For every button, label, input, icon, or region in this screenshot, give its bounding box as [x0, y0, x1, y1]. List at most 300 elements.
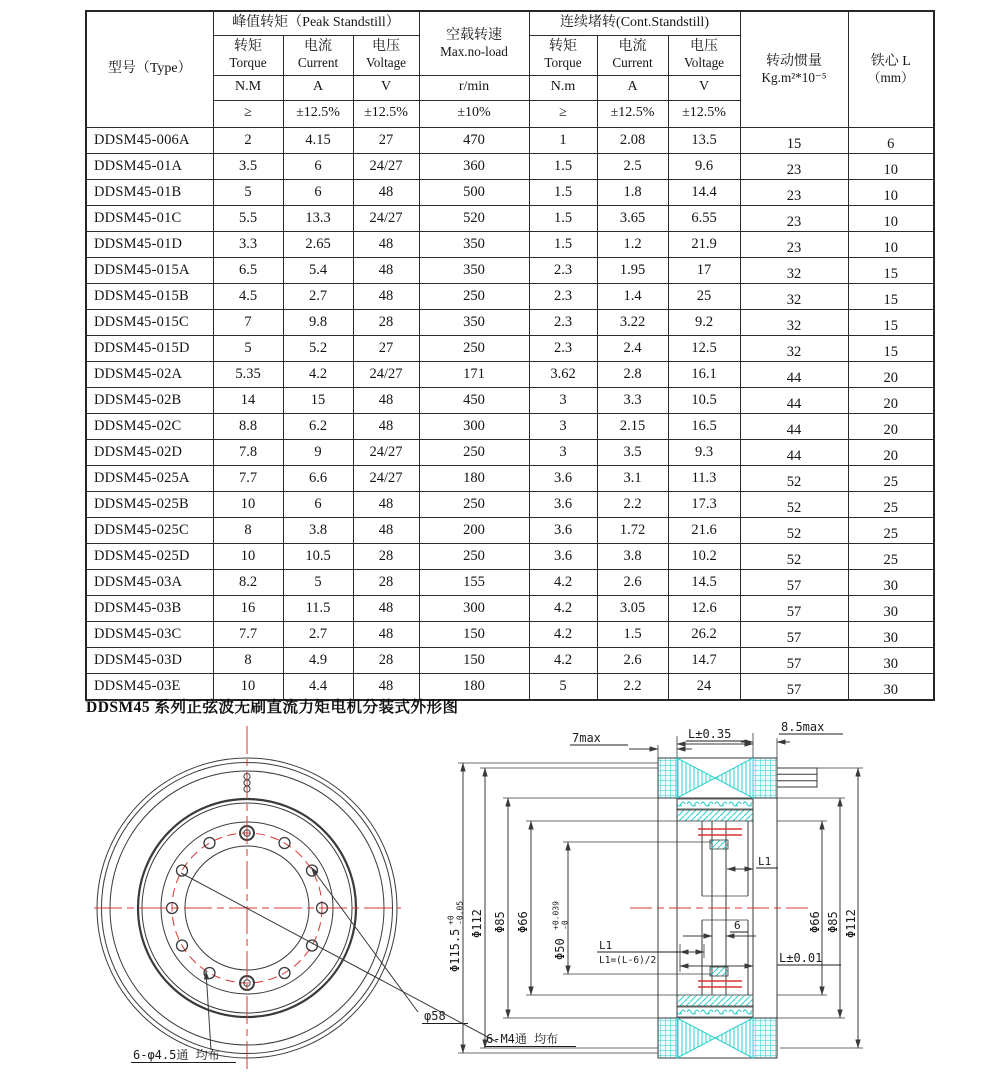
table-row [86, 465, 934, 491]
table-row [86, 205, 934, 231]
model-cell: DDSM45-03A [86, 569, 213, 595]
voltage-en: Voltage [683, 55, 725, 71]
value-cell: 15 [740, 127, 848, 153]
value-cell: 4.2 [529, 595, 597, 621]
model-cell: DDSM45-025A [86, 465, 213, 491]
value-cell: 24/27 [353, 465, 419, 491]
value-cell: 3.6 [529, 543, 597, 569]
dia-66-left-label: Φ66 [516, 911, 530, 933]
value-cell: 48 [353, 595, 419, 621]
value-cell: 52 [740, 491, 848, 517]
value-cell: 24/27 [353, 361, 419, 387]
value-cell: 27 [353, 335, 419, 361]
value-cell: 1.2 [597, 231, 668, 257]
value-cell: 350 [419, 231, 529, 257]
value-cell: 24/27 [353, 439, 419, 465]
value-cell: 6.2 [283, 413, 353, 439]
value-cell: 48 [353, 179, 419, 205]
value-cell: 1.5 [529, 153, 597, 179]
rib-width-label: 6 [734, 919, 741, 932]
value-cell: 4.5 [213, 283, 283, 309]
value-cell: 300 [419, 413, 529, 439]
value-cell: 3.8 [597, 543, 668, 569]
value-cell: 10 [213, 673, 283, 700]
model-cell: DDSM45-025C [86, 517, 213, 543]
value-cell: 2.3 [529, 309, 597, 335]
table-row [86, 491, 934, 517]
value-cell: 20 [848, 439, 934, 465]
model-cell: DDSM45-015B [86, 283, 213, 309]
dia-50-tol-up: +0.039 [551, 901, 561, 930]
magnet-band-bottom [677, 1007, 753, 1017]
value-cell: 2.65 [283, 231, 353, 257]
unit-cell: N.m [529, 75, 597, 100]
value-cell: 23 [740, 231, 848, 257]
value-cell: 3.6 [529, 465, 597, 491]
table-row [86, 413, 934, 439]
model-cell: DDSM45-02D [86, 439, 213, 465]
value-cell: 26.2 [668, 621, 740, 647]
noload-zh: 空载转速 [446, 27, 503, 43]
tolerance-cell: ±12.5% [283, 100, 353, 127]
value-cell: 15 [848, 335, 934, 361]
value-cell: 30 [848, 673, 934, 700]
value-cell: 6.5 [213, 257, 283, 283]
value-cell: 14.4 [668, 179, 740, 205]
magnet-band-top [677, 799, 753, 809]
value-cell: 57 [740, 621, 848, 647]
value-cell: 2.3 [529, 283, 597, 309]
core-zh: 铁心 L [870, 53, 911, 69]
value-cell: 57 [740, 647, 848, 673]
value-cell: 10 [848, 231, 934, 257]
table-row [86, 569, 934, 595]
value-cell: 30 [848, 595, 934, 621]
value-cell: 5.4 [283, 257, 353, 283]
value-cell: 44 [740, 413, 848, 439]
value-cell: 48 [353, 257, 419, 283]
model-cell: DDSM45-015C [86, 309, 213, 335]
value-cell: 3.62 [529, 361, 597, 387]
inertia-en: Kg.m²*10⁻⁵ [761, 69, 827, 85]
model-cell: DDSM45-015A [86, 257, 213, 283]
value-cell: 15 [848, 309, 934, 335]
value-cell: 250 [419, 439, 529, 465]
winding-section [715, 758, 753, 798]
model-cell: DDSM45-02B [86, 387, 213, 413]
value-cell: 3.65 [597, 205, 668, 231]
voltage-zh: 电压 [690, 39, 719, 55]
value-cell: 4.15 [283, 127, 353, 153]
value-cell: 20 [848, 361, 934, 387]
value-cell: 250 [419, 335, 529, 361]
value-cell: 17.3 [668, 491, 740, 517]
value-cell: 32 [740, 283, 848, 309]
value-cell: 15 [848, 257, 934, 283]
value-cell: 2 [213, 127, 283, 153]
unit-cell: A [597, 75, 668, 100]
col-header-peak-torque [213, 35, 283, 75]
noload-en: Max.no-load [440, 43, 508, 59]
value-cell: 5.2 [283, 335, 353, 361]
model-cell: DDSM45-03E [86, 673, 213, 700]
value-cell: 5 [213, 179, 283, 205]
value-cell: 6 [283, 153, 353, 179]
tolerance-cell: ≥ [529, 100, 597, 127]
value-cell: 1.95 [597, 257, 668, 283]
model-cell: DDSM45-03B [86, 595, 213, 621]
col-group-peak: 峰值转矩（Peak Standstill） [213, 11, 419, 35]
current-zh: 电流 [618, 39, 647, 55]
value-cell: 3.3 [213, 231, 283, 257]
overhang-right-label: 8.5max [781, 720, 825, 734]
value-cell: 32 [740, 309, 848, 335]
value-cell: 3 [529, 439, 597, 465]
rotor-yoke-bottom [677, 995, 753, 1006]
value-cell: 30 [848, 569, 934, 595]
col-header-noload [419, 11, 529, 75]
value-cell: 57 [740, 595, 848, 621]
value-cell: 6.55 [668, 205, 740, 231]
table-row [86, 257, 934, 283]
value-cell: 5 [283, 569, 353, 595]
table-row [86, 517, 934, 543]
model-cell: DDSM45-02A [86, 361, 213, 387]
value-cell: 28 [353, 569, 419, 595]
model-cell: DDSM45-03D [86, 647, 213, 673]
dia-112-right-label: Φ112 [844, 909, 858, 938]
value-cell: 52 [740, 465, 848, 491]
value-cell: 52 [740, 543, 848, 569]
model-cell: DDSM45-025B [86, 491, 213, 517]
col-header-inertia [740, 11, 848, 127]
table-row [86, 543, 934, 569]
value-cell: 16 [213, 595, 283, 621]
value-cell: 48 [353, 673, 419, 700]
dia-50-tol-dn: -0 [560, 920, 570, 930]
col-header-core [848, 11, 934, 127]
value-cell: 2.7 [283, 621, 353, 647]
value-cell: 2.3 [529, 257, 597, 283]
value-cell: 6 [848, 127, 934, 153]
value-cell: 12.6 [668, 595, 740, 621]
table-row [86, 231, 934, 257]
value-cell: 350 [419, 309, 529, 335]
dia-115_5-tol-up: +0 [446, 915, 456, 925]
voltage-en: Voltage [365, 55, 407, 71]
col-group-cont: 连续堵转(Cont.Standstill) [529, 11, 740, 35]
value-cell: 6 [283, 491, 353, 517]
l1-bottom-label: L1 [599, 939, 613, 952]
value-cell: 44 [740, 361, 848, 387]
unit-cell: V [353, 75, 419, 100]
tolerance-cell: ±12.5% [353, 100, 419, 127]
value-cell: 23 [740, 153, 848, 179]
value-cell: 30 [848, 621, 934, 647]
table-row [86, 283, 934, 309]
value-cell: 21.6 [668, 517, 740, 543]
value-cell: 32 [740, 335, 848, 361]
value-cell: 6.6 [283, 465, 353, 491]
rotor-yoke-top [677, 810, 753, 821]
value-cell: 25 [848, 543, 934, 569]
col-header-cont-current [597, 35, 668, 75]
model-cell: DDSM45-01C [86, 205, 213, 231]
model-cell: DDSM45-03C [86, 621, 213, 647]
value-cell: 32 [740, 257, 848, 283]
value-cell: 1.5 [529, 231, 597, 257]
value-cell: 14 [213, 387, 283, 413]
value-cell: 4.2 [529, 647, 597, 673]
model-cell: DDSM45-015D [86, 335, 213, 361]
col-header-cont-torque [529, 35, 597, 75]
value-cell: 48 [353, 517, 419, 543]
value-cell: 4.2 [529, 621, 597, 647]
value-cell: 16.5 [668, 413, 740, 439]
spec-table [85, 10, 935, 701]
l-tol-label: L±0.01 [779, 951, 823, 965]
value-cell: 5.35 [213, 361, 283, 387]
torque-en: Torque [229, 55, 267, 71]
value-cell: 9.8 [283, 309, 353, 335]
value-cell: 7.7 [213, 465, 283, 491]
dia-85-right-label: Φ85 [826, 911, 840, 933]
unit-cell: V [668, 75, 740, 100]
outline-drawings [0, 718, 1000, 1074]
mounting-hole [204, 838, 215, 849]
core-en: （mm） [867, 69, 915, 85]
value-cell: 24/27 [353, 205, 419, 231]
value-cell: 10.5 [283, 543, 353, 569]
value-cell: 10.5 [668, 387, 740, 413]
value-cell: 20 [848, 413, 934, 439]
voltage-zh: 电压 [372, 39, 400, 55]
value-cell: 360 [419, 153, 529, 179]
value-cell: 23 [740, 205, 848, 231]
value-cell: 48 [353, 491, 419, 517]
value-cell: 48 [353, 231, 419, 257]
value-cell: 150 [419, 647, 529, 673]
value-cell: 250 [419, 283, 529, 309]
value-cell: 155 [419, 569, 529, 595]
value-cell: 10 [848, 153, 934, 179]
value-cell: 28 [353, 309, 419, 335]
model-cell: DDSM45-01A [86, 153, 213, 179]
value-cell: 450 [419, 387, 529, 413]
value-cell: 4.9 [283, 647, 353, 673]
length-label: L±0.35 [688, 727, 732, 741]
table-row [86, 647, 934, 673]
value-cell: 3 [529, 413, 597, 439]
tapped-holes-label: 6-M4通 均布 [486, 1032, 559, 1046]
value-cell: 57 [740, 569, 848, 595]
value-cell: 2.8 [597, 361, 668, 387]
value-cell: 10 [848, 205, 934, 231]
table-row [86, 361, 934, 387]
value-cell: 48 [353, 413, 419, 439]
value-cell: 3.8 [283, 517, 353, 543]
dia-115_5-tol-dn: -0.05 [455, 900, 465, 925]
shaft [777, 768, 817, 787]
value-cell: 8.2 [213, 569, 283, 595]
current-zh: 电流 [304, 39, 332, 55]
winding-endturn-left [658, 758, 677, 798]
dia-112-left-label: Φ112 [470, 909, 484, 938]
model-cell: DDSM45-02C [86, 413, 213, 439]
value-cell: 5 [529, 673, 597, 700]
value-cell: 7 [213, 309, 283, 335]
unit-cell: A [283, 75, 353, 100]
value-cell: 2.5 [597, 153, 668, 179]
value-cell: 24 [668, 673, 740, 700]
value-cell: 1.5 [597, 621, 668, 647]
value-cell: 48 [353, 387, 419, 413]
value-cell: 3.3 [597, 387, 668, 413]
dia-85-left-label: Φ85 [493, 911, 507, 933]
value-cell: 25 [848, 465, 934, 491]
value-cell: 11.3 [668, 465, 740, 491]
value-cell: 28 [353, 543, 419, 569]
value-cell: 15 [848, 283, 934, 309]
value-cell: 9 [283, 439, 353, 465]
value-cell: 11.5 [283, 595, 353, 621]
value-cell: 3.22 [597, 309, 668, 335]
dia-50-label: Φ50 [553, 938, 567, 960]
value-cell: 300 [419, 595, 529, 621]
table-row [86, 309, 934, 335]
value-cell: 21.9 [668, 231, 740, 257]
value-cell: 3 [529, 387, 597, 413]
tolerance-cell: ±12.5% [597, 100, 668, 127]
value-cell: 350 [419, 257, 529, 283]
value-cell: 10 [213, 543, 283, 569]
table-row [86, 439, 934, 465]
value-cell: 2.6 [597, 647, 668, 673]
l1-top-label: L1 [758, 855, 772, 868]
table-row [86, 127, 934, 153]
value-cell: 1.72 [597, 517, 668, 543]
value-cell: 48 [353, 283, 419, 309]
value-cell: 3.6 [529, 517, 597, 543]
value-cell: 8 [213, 647, 283, 673]
value-cell: 2.4 [597, 335, 668, 361]
winding-section [677, 758, 715, 798]
value-cell: 10.2 [668, 543, 740, 569]
value-cell: 14.5 [668, 569, 740, 595]
table-row [86, 179, 934, 205]
value-cell: 1.8 [597, 179, 668, 205]
value-cell: 25 [848, 491, 934, 517]
torque-zh: 转矩 [234, 39, 262, 55]
winding-endturn-right [753, 758, 777, 798]
current-en: Current [612, 55, 653, 71]
value-cell: 13.3 [283, 205, 353, 231]
unit-cell: r/min [419, 75, 529, 100]
tolerance-cell: ≥ [213, 100, 283, 127]
table-row [86, 153, 934, 179]
figure-caption: DDSM45 系列正弦波无刷直流力矩电机分装式外形图 [86, 699, 459, 716]
value-cell: 2.08 [597, 127, 668, 153]
value-cell: 5.5 [213, 205, 283, 231]
value-cell: 27 [353, 127, 419, 153]
value-cell: 9.3 [668, 439, 740, 465]
mounting-hole [177, 865, 188, 876]
tolerance-cell: ±10% [419, 100, 529, 127]
value-cell: 3.5 [213, 153, 283, 179]
dia-66-right-label: Φ66 [808, 911, 822, 933]
value-cell: 1 [529, 127, 597, 153]
table-row [86, 387, 934, 413]
value-cell: 13.5 [668, 127, 740, 153]
value-cell: 12.5 [668, 335, 740, 361]
value-cell: 1.4 [597, 283, 668, 309]
tolerance-cell: ±12.5% [668, 100, 740, 127]
value-cell: 20 [848, 387, 934, 413]
table-row [86, 335, 934, 361]
value-cell: 250 [419, 491, 529, 517]
value-cell: 180 [419, 673, 529, 700]
value-cell: 171 [419, 361, 529, 387]
model-cell: DDSM45-01B [86, 179, 213, 205]
value-cell: 470 [419, 127, 529, 153]
value-cell: 25 [668, 283, 740, 309]
value-cell: 180 [419, 465, 529, 491]
value-cell: 9.6 [668, 153, 740, 179]
value-cell: 2.2 [597, 491, 668, 517]
table-row [86, 621, 934, 647]
value-cell: 1.5 [529, 179, 597, 205]
value-cell: 5 [213, 335, 283, 361]
value-cell: 25 [848, 517, 934, 543]
value-cell: 520 [419, 205, 529, 231]
value-cell: 16.1 [668, 361, 740, 387]
value-cell: 3.6 [529, 491, 597, 517]
section-view-drawing [447, 720, 864, 1058]
value-cell: 500 [419, 179, 529, 205]
table-row [86, 595, 934, 621]
value-cell: 8.8 [213, 413, 283, 439]
through-holes-label: 6-φ4.5通 均布 [133, 1048, 220, 1062]
value-cell: 30 [848, 647, 934, 673]
value-cell: 3.5 [597, 439, 668, 465]
torque-zh: 转矩 [549, 39, 578, 55]
value-cell: 57 [740, 673, 848, 700]
value-cell: 2.7 [283, 283, 353, 309]
spec-table-body [86, 127, 934, 700]
value-cell: 3.1 [597, 465, 668, 491]
value-cell: 9.2 [668, 309, 740, 335]
value-cell: 10 [213, 491, 283, 517]
value-cell: 44 [740, 439, 848, 465]
value-cell: 200 [419, 517, 529, 543]
value-cell: 17 [668, 257, 740, 283]
model-cell: DDSM45-006A [86, 127, 213, 153]
value-cell: 52 [740, 517, 848, 543]
value-cell: 44 [740, 387, 848, 413]
value-cell: 7.8 [213, 439, 283, 465]
col-header-peak-voltage [353, 35, 419, 75]
dia-115_5-label: Φ115.5 [448, 928, 462, 972]
value-cell: 1.5 [529, 205, 597, 231]
value-cell: 4.2 [529, 569, 597, 595]
value-cell: 4.4 [283, 673, 353, 700]
value-cell: 3.05 [597, 595, 668, 621]
l1-formula-label: L1=(L-6)/2 [599, 955, 657, 966]
inertia-zh: 转动惯量 [766, 53, 823, 69]
front-view-drawing [94, 726, 576, 1073]
value-cell: 23 [740, 179, 848, 205]
value-cell: 150 [419, 621, 529, 647]
